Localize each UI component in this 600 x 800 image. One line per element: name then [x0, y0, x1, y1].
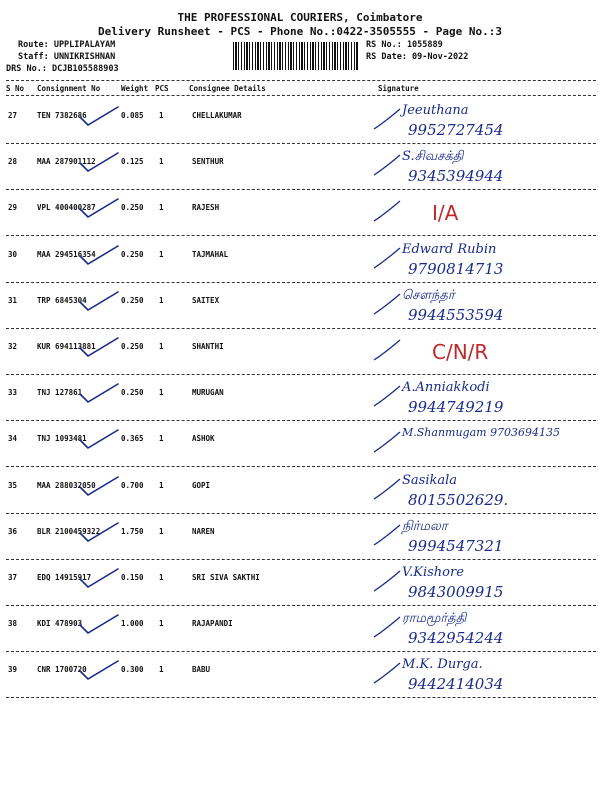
signature-name: M.K. Durga. [402, 657, 483, 672]
table-row [0, 563, 600, 607]
table-row [0, 286, 600, 330]
checkmark-icon [78, 288, 120, 316]
weight-cell: 0.250 [121, 342, 144, 351]
signature-hook-icon [372, 147, 402, 187]
row-divider [6, 143, 596, 144]
signature-cell [372, 378, 594, 422]
consignee-cell: GOPI [192, 481, 211, 490]
signature-name: S.சிவசக்தி [402, 149, 464, 164]
signature-hook-icon [372, 286, 402, 326]
table-row [0, 517, 600, 561]
signature-hook-icon [372, 332, 402, 372]
consignee-cell: NAREN [192, 527, 215, 536]
weight-cell: 0.700 [121, 481, 144, 490]
sno-cell: 34 [8, 434, 18, 443]
consignee-cell: RAJAPANDI [192, 619, 233, 628]
consignment-cell: EDQ 14915917 [37, 573, 92, 582]
pcs-cell: 1 [159, 573, 164, 582]
pcs-cell: 1 [159, 388, 164, 397]
row-divider [6, 282, 596, 283]
col-pcs-header: PCS [155, 84, 169, 93]
table-row [0, 147, 600, 191]
signature-hook-icon [372, 240, 402, 280]
consignee-cell: SRI SIVA SAKTHI [192, 573, 260, 582]
signature-cell [372, 471, 594, 515]
sno-cell: 38 [8, 619, 18, 628]
pcs-cell: 1 [159, 527, 164, 536]
signature-name: Sasikala [402, 473, 458, 488]
staff-label: Staff: UNNIKRISHNAN [18, 52, 116, 62]
col-consignee-header: Consignee Details [189, 84, 266, 93]
row-divider [6, 651, 596, 652]
sno-cell: 31 [8, 296, 18, 305]
company-title: THE PROFESSIONAL COURIERS, Coimbatore [177, 11, 423, 24]
pcs-cell: 1 [159, 111, 164, 120]
weight-cell: 0.250 [121, 203, 144, 212]
signature-hook-icon [372, 517, 402, 557]
signature-cell [372, 517, 594, 561]
pcs-cell: 1 [159, 434, 164, 443]
barcode [233, 42, 358, 70]
consignment-cell: CNR 1700720 [37, 665, 87, 674]
table-row [0, 424, 600, 468]
signature-name: I/A [432, 201, 459, 225]
checkmark-icon [78, 519, 120, 547]
signature-name: A.Anniakkodi [402, 380, 490, 395]
consignee-cell: RAJESH [192, 203, 220, 212]
consignment-cell: MAA 287901112 [37, 157, 96, 166]
pcs-cell: 1 [159, 157, 164, 166]
checkmark-icon [78, 380, 120, 408]
weight-cell: 1.000 [121, 619, 144, 628]
row-divider [6, 559, 596, 560]
signature-hook-icon [372, 424, 402, 464]
checkmark-icon [78, 242, 120, 270]
col-signature-header: Signature [378, 84, 419, 93]
signature-phone: 9944553594 [408, 306, 504, 324]
signature-phone: 9342954244 [408, 629, 504, 647]
signature-cell [372, 609, 594, 653]
row-divider [6, 513, 596, 514]
row-divider [6, 697, 596, 698]
signature-cell [372, 563, 594, 607]
table-row [0, 240, 600, 284]
weight-cell: 0.250 [121, 296, 144, 305]
weight-cell: 0.125 [121, 157, 144, 166]
route-label: Route: UPPLIPALAYAM [18, 40, 116, 50]
signature-hook-icon [372, 101, 402, 141]
row-divider [6, 235, 596, 236]
runsheet-subtitle: Delivery Runsheet - PCS - Phone No.:0422-3505555 - Page No.:3 [98, 25, 502, 38]
table-row [0, 655, 600, 699]
consignee-cell: ASHOK [192, 434, 215, 443]
signature-phone: 9944749219 [408, 398, 504, 416]
consignee-cell: MURUGAN [192, 388, 224, 397]
signature-name: Jeeuthana [402, 103, 469, 118]
signature-phone: 9345394944 [408, 167, 504, 185]
pcs-cell: 1 [159, 665, 164, 674]
checkmark-icon [78, 657, 120, 685]
consignment-cell: TNJ 127861 [37, 388, 83, 397]
consignment-cell: TEN 7382686 [37, 111, 87, 120]
pcs-cell: 1 [159, 481, 164, 490]
signature-cell [372, 332, 594, 376]
table-row [0, 101, 600, 145]
row-divider [6, 605, 596, 606]
header-top-rule [6, 80, 596, 81]
signature-phone: 9790814713 [408, 260, 504, 278]
consignment-cell: TRP 6845304 [37, 296, 87, 305]
signature-phone: 9994547321 [408, 537, 504, 555]
consignment-cell: KUR 694113881 [37, 342, 96, 351]
signature-hook-icon [372, 378, 402, 418]
consignment-cell: KDI 478903 [37, 619, 83, 628]
weight-cell: 0.365 [121, 434, 144, 443]
table-row [0, 609, 600, 653]
signature-hook-icon [372, 193, 402, 233]
checkmark-icon [78, 195, 120, 223]
rs-number: RS No.: 1055889 [366, 40, 443, 50]
table-row [0, 193, 600, 237]
sno-cell: 33 [8, 388, 18, 397]
signature-hook-icon [372, 563, 402, 603]
weight-cell: 0.085 [121, 111, 144, 120]
sno-cell: 32 [8, 342, 18, 351]
header-bottom-rule [6, 95, 596, 96]
row-divider [6, 328, 596, 329]
pcs-cell: 1 [159, 619, 164, 628]
sno-cell: 28 [8, 157, 18, 166]
weight-cell: 0.250 [121, 250, 144, 259]
sno-cell: 27 [8, 111, 18, 120]
signature-name: M.Shanmugam 9703694135 [402, 426, 561, 439]
consignee-cell: SHANTHI [192, 342, 224, 351]
signature-cell [372, 240, 594, 284]
sno-cell: 29 [8, 203, 18, 212]
table-row [0, 378, 600, 422]
checkmark-icon [78, 426, 120, 454]
checkmark-icon [78, 149, 120, 177]
consignee-cell: BABU [192, 665, 211, 674]
weight-cell: 0.300 [121, 665, 144, 674]
consignee-cell: TAJMAHAL [192, 250, 229, 259]
signature-name: Edward Rubin [402, 242, 497, 257]
signature-cell [372, 101, 594, 145]
signature-cell [372, 286, 594, 330]
table-row [0, 471, 600, 515]
drs-number: DRS No.: DCJB105588903 [6, 64, 119, 74]
consignee-cell: SENTHUR [192, 157, 224, 166]
signature-hook-icon [372, 655, 402, 695]
pcs-cell: 1 [159, 296, 164, 305]
checkmark-icon [78, 565, 120, 593]
pcs-cell: 1 [159, 250, 164, 259]
sno-cell: 37 [8, 573, 18, 582]
sno-cell: 35 [8, 481, 18, 490]
weight-cell: 0.250 [121, 388, 144, 397]
col-weight-header: Weight [121, 84, 149, 93]
weight-cell: 1.750 [121, 527, 144, 536]
sno-cell: 30 [8, 250, 18, 259]
consignment-cell: VPL 400400287 [37, 203, 96, 212]
sno-cell: 39 [8, 665, 18, 674]
signature-name: V.Kishore [402, 565, 464, 580]
signature-name: ராமமூர்த்தி [402, 611, 467, 626]
signature-phone: 9843009915 [408, 583, 504, 601]
pcs-cell: 1 [159, 342, 164, 351]
row-divider [6, 466, 596, 467]
signature-cell [372, 655, 594, 699]
checkmark-icon [78, 103, 120, 131]
col-consignment-header: Consignment No [37, 84, 101, 93]
signature-name: சௌந்தர் [402, 288, 455, 303]
consignment-cell: MAA 294516354 [37, 250, 96, 259]
consignment-cell: TNJ 1093481 [37, 434, 87, 443]
rs-date: RS Date: 09-Nov-2022 [366, 52, 469, 62]
consignment-cell: MAA 288032050 [37, 481, 96, 490]
pcs-cell: 1 [159, 203, 164, 212]
signature-phone: 8015502629. [408, 491, 509, 509]
signature-phone: 9952727454 [408, 121, 504, 139]
row-divider [6, 420, 596, 421]
signature-cell [372, 193, 594, 237]
signature-hook-icon [372, 609, 402, 649]
consignment-cell: BLR 2100459322 [37, 527, 101, 536]
signature-hook-icon [372, 471, 402, 511]
col-sno-header: S No [6, 84, 25, 93]
consignee-cell: CHELLAKUMAR [192, 111, 242, 120]
sno-cell: 36 [8, 527, 18, 536]
weight-cell: 0.150 [121, 573, 144, 582]
signature-phone: 9442414034 [408, 675, 504, 693]
checkmark-icon [78, 473, 120, 501]
checkmark-icon [78, 334, 120, 362]
consignee-cell: SAITEX [192, 296, 220, 305]
signature-cell [372, 424, 594, 468]
signature-cell [372, 147, 594, 191]
row-divider [6, 189, 596, 190]
row-divider [6, 374, 596, 375]
signature-name: நிர்மலா [402, 519, 448, 534]
checkmark-icon [78, 611, 120, 639]
table-row [0, 332, 600, 376]
signature-name: C/N/R [432, 340, 489, 364]
